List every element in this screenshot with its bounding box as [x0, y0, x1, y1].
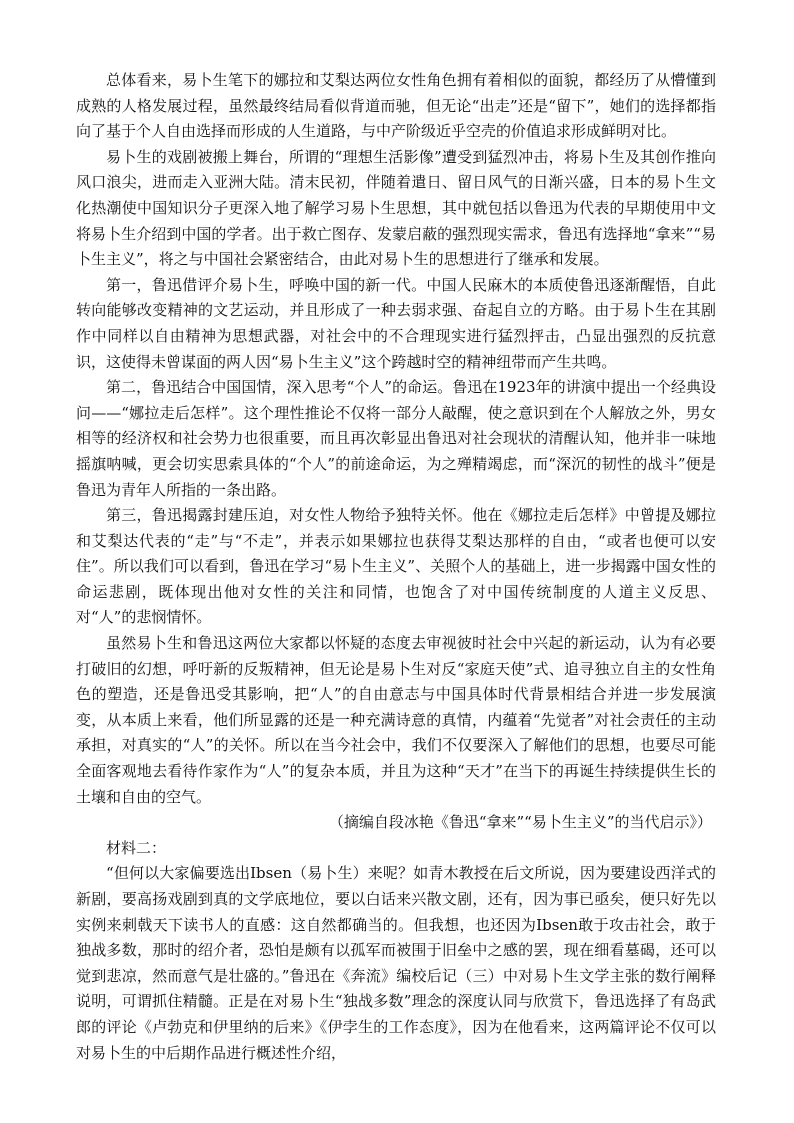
material-two-label: 材料二：: [106, 838, 167, 857]
document-body: [76, 68, 716, 1066]
paragraph-conclusion: 虽然易卜生和鲁迅这两位大家都以怀疑的态度去审视彼时社会中兴起的新运动，认为有必要打破旧的幻想，呼吁新的反叛精神，但无论是易卜生对反“家庭天使”式、追寻独立自主的女性角色的塑造，还是鲁迅受其影响，把“人”的自由意志与中国具体时代背景相结合并进一步发展演变，从本质上来看，他们所显露的还是一种充满诗意的真情，内蕴着“先觉者”对社会责任的主动承担，对真实的“人”的关怀。所以在当今社会中，我们不仅要深入了解他们的思想，也要尽可能全面客观地去看待作家作为“人”的复杂本质，并且为这种“天才”在当下的再诞生持续提供生长的土壤和自由的空气。: [76, 634, 716, 806]
source-citation: （摘编自段冰艳《鲁迅“拿来”“易卜生主义”的当代启示》）: [328, 813, 712, 832]
paragraph-summary: 总体看来，易卜生笔下的娜拉和艾梨达两位女性角色拥有着相似的面貌，都经历了从懵懂到成熟的人格发展过程，虽然最终结局看似背道而驰，但无论“出走”还是“留下”，她们的选择都指向了基于个人自由选择而形成的人生道路，与中产阶级近乎空壳的价值追求形成鲜明对比。: [76, 71, 716, 141]
paragraph-ibsen-staging: 易卜生的戏剧被搬上舞台，所谓的“理想生活影像”遭受到猛烈冲击，将易卜生及其创作推向风口浪尖，进而走入亚洲大陆。清末民初，伴随着遣日、留日风气的日渐兴盛，日本的易卜生文化热潮使中国知识分子更深入地了解学习易卜生思想，其中就包括以鲁迅为代表的早期使用中文将易卜生介绍到中国的学者。出于救亡图存、发蒙启蔽的强烈现实需求，鲁迅有选择地“拿来”“易卜生主义”，将之与中国社会紧密结合，由此对易卜生的思想进行了继承和发展。: [76, 147, 716, 269]
paragraph-third-point: 第三，鲁迅揭露封建压迫，对女性人物给予独特关怀。他在《娜拉走后怎样》中曾提及娜拉和艾梨达代表的“走”与“不走”，并表示如果娜拉也获得艾梨达那样的自由，“或者也便可以安住”。所以我们可以看到，鲁迅在学习“易卜生主义”、关照个人的基础上，进一步揭露中国女性的命运悲剧，既体现出他对女性的关注和同情，也饱含了对中国传统制度的人道主义反思、对“人”的悲悯情怀。: [76, 506, 716, 627]
paragraph-second-point: 第二，鲁迅结合中国国情，深入思考“个人”的命运。鲁迅在1923年的讲演中提出一个经典设问——“娜拉走后怎样”。这个理性推论不仅将一部分人敲醒，使之意识到在个人解放之外，男女相等的经济权和社会势力也很重要，而且再次彰显出鲁迅对社会现状的清醒认知，他并非一味地摇旗呐喊，更会切实思索具体的“个人”的前途命运，为之殚精竭虑，而“深沉的韧性的战斗”便是鲁迅为青年人所指的一条出路。: [76, 378, 716, 499]
paragraph-first-point: 第一，鲁迅借评介易卜生，呼唤中国的新一代。中国人民麻木的本质使鲁迅逐渐醒悟，自此转向能够改变精神的文艺运动，并且形成了一种去弱求强、奋起自立的方略。由于易卜生在其剧作中同样以自由精神为思想武器，对社会中的不合理现实进行猛烈抨击，凸显出强烈的反抗意识，这使得未曾谋面的两人因“易卜生主义”这个跨越时空的精神纽带而产生共鸣。: [76, 275, 716, 371]
paragraph-material-two: “但何以大家偏要选出Ibsen（易卜生）来呢？如青木教授在后文所说，因为要建设西洋式的新剧，要高扬戏剧到真的文学底地位，要以白话来兴散文剧，还有，因为事已亟矣，便只好先以实例来刺戟天下读书人的直感：这自然都确当的。但我想，也还因为Ibsen敢于攻击社会，敢于独战多数，那时的绍介者，恐怕是颇有以孤军而被围于旧垒中之感的罢，现在细看墓碣，还可以觉到悲凉，然而意气是壮盛的。”鲁迅在《奔流》编校后记（三）中对易卜生文学主张的数行阐释说明，可谓抓住精髓。正是在对易卜生“独战多数”理念的深度认同与欣赏下，鲁迅选择了有岛武郎的评论《卢勃克和伊里纳的后来》《伊孛生的工作态度》，因为在他看来，这两篇评论不仅可以对易卜生的中后期作品进行概述性介绍，: [76, 864, 716, 1062]
